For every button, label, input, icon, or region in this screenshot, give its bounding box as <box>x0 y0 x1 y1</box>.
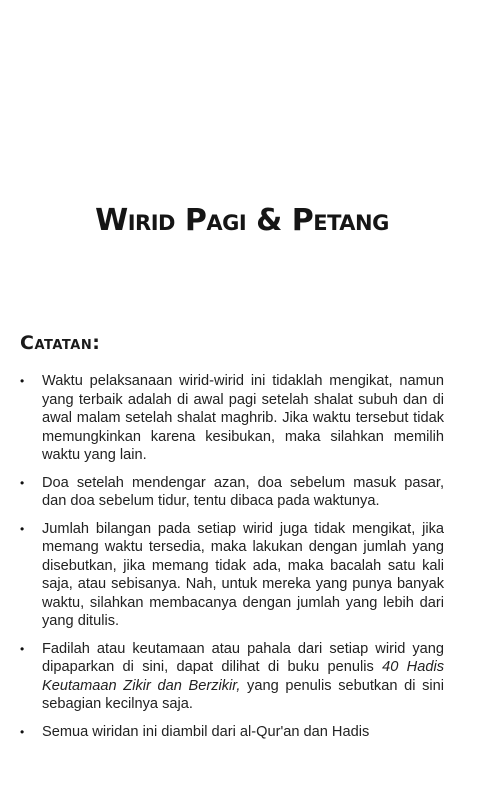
note-item-prayers <box>20 474 444 511</box>
notes-heading: Catatan: <box>20 332 101 354</box>
note-item-source <box>20 723 444 742</box>
note-text: Waktu pelaksanaan wirid-wirid ini tidaklah mengikat, namun yang terbaik adalah di awal pagi setelah shalat subuh dan di awal malam setelah shalat maghrib. Jika waktu tersebut tidak memungkinkan karena kesibukan, maka silahkan memilih waktu yang lain. <box>42 373 444 463</box>
notes-list <box>20 372 444 750</box>
bullet-icon: • <box>20 724 25 739</box>
note-item-virtue <box>20 640 444 714</box>
note-item-time <box>20 372 444 465</box>
bullet-icon: • <box>20 521 25 536</box>
note-text: Doa setelah mendengar azan, doa sebelum masuk pasar, dan doa sebelum tidur, tentu dibaca pada waktunya. <box>42 474 444 509</box>
note-item-count <box>20 520 444 631</box>
note-text: Jumlah bilangan pada setiap wirid juga tidak mengikat, jika memang waktu tersedia, maka lakukan dengan jumlah yang disebutkan, jika memang tidak ada, maka bacalah satu kali saja, atau sebisanya. Nah, untuk mereka yang punya banyak waktu, silahkan membacanya dengan jumlah yang lebih dari yang ditulis. <box>42 520 444 629</box>
page-title: Wirid Pagi & Petang <box>95 203 389 238</box>
note-text-before: Fadilah atau keutamaan atau pahala dari setiap wirid yang dipaparkan di sini, dapat dilihat di buku penulis <box>42 640 444 675</box>
book-title: 40 Hadis Keutamaan Zikir dan Berzikir, <box>42 659 444 694</box>
note-text <box>42 641 444 713</box>
bullet-icon: • <box>20 374 25 388</box>
bullet-icon: • <box>20 641 25 656</box>
note-text-after: yang penulis sebutkan di sini sebagian kecilnya saja. <box>42 677 445 712</box>
bullet-icon: • <box>20 475 25 490</box>
note-text: Semua wiridan ini diambil dari al-Qur'an dan Hadis <box>42 723 370 740</box>
